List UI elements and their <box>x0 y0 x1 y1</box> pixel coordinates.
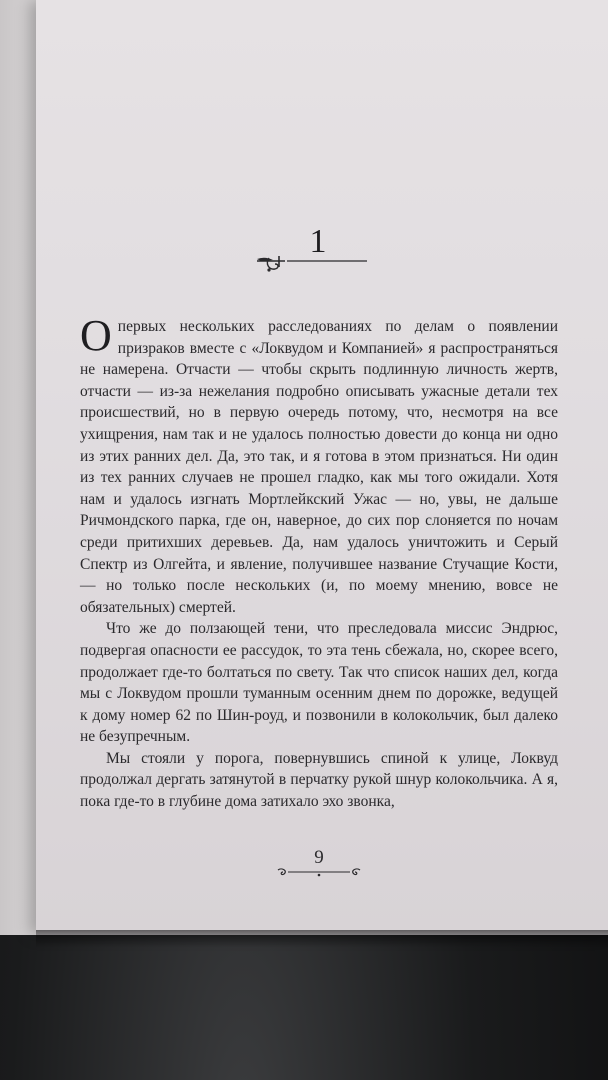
paragraph-2: Что же до ползающей тени, что преследовала миссис Эндрюс, подвергая опасности ее рассудок, то эта тень сбежала, но, скорее всего, продолжает где-то болтаться по свету. Так что список наших дел, когда мы с Локвудом прошли туманным осенним днем по дорожке, ведущей к дому номер 62 по Шин-роуд, и позвонили в колокольчик, был далеко не безупречным. <box>80 620 558 746</box>
chapter-number: 1 <box>309 223 327 260</box>
page-footer <box>274 845 364 881</box>
page-number: 9 <box>314 847 324 868</box>
drop-cap: О <box>80 311 112 360</box>
paragraph-3: Мы стояли у порога, повернувшись спиной к улице, Локвуд продолжал дергать затянутой в перчатку рукой шнур колокольчика. А я, пока где-то в глубине дома затихало эхо звонка, <box>80 749 558 811</box>
page-bottom-shadow <box>36 930 608 948</box>
body-text <box>80 311 558 813</box>
paragraph-1-text: первых нескольких расследованиях по делам о появлении призраков вместе с «Локвудом и Компанией» я распространяться не намерена. Отчасти — чтобы скрыть подлинную личность жертв, отчасти — из-за нежелания подробно описывать ужасные детали тех происшествий, но в первую очередь потому, что, несмотря на все ухищрения, нам так и не удалось полностью довести до конца ни одно из этих ранних дел. Да, это так, и я готова в этом признаться. Ни один из тех ранних случаев не прошел гладко, как мы того ожидали. Хотя нам и удалось изгнать Мортлейкский Ужас — но, увы, не дальше Ричмондского парка, где он, наверное, до сих пор слоняется по ночам среди притихших деревьев. Да, нам удалось уничтожить и Серый Спектр из Олгейта, и явление, получившее название Стучащие Кости, — но только после нескольких (и, по моему мнению, вовсе не обязательных) смертей. <box>80 318 558 616</box>
paragraph-1 <box>80 311 558 618</box>
footer-ornament-icon <box>274 867 364 879</box>
sword-ornament-icon <box>255 252 371 276</box>
